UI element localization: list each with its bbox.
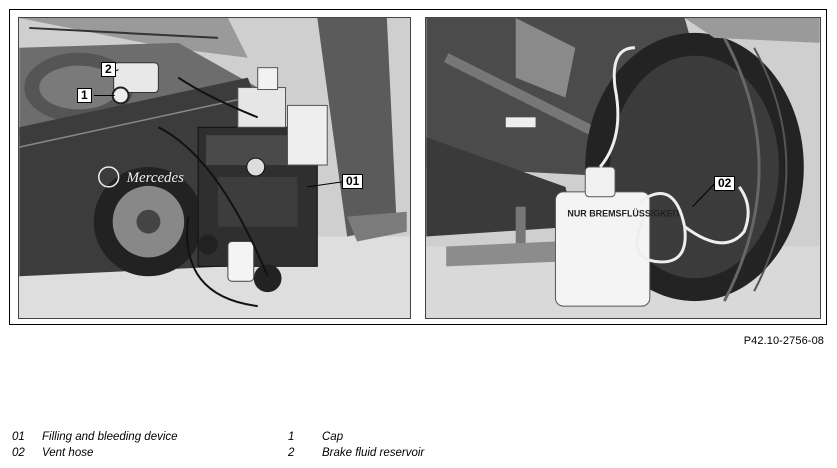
legend: [12, 431, 812, 463]
legend-text: Vent hose: [42, 447, 94, 459]
brand-text: Mercedes: [126, 169, 184, 186]
callout-1: 1: [77, 88, 92, 103]
wheel-bleeding-illustration: [426, 18, 820, 318]
callout-2: 2: [101, 62, 116, 77]
photo-engine-bay: [18, 17, 411, 319]
legend-text: Cap: [322, 431, 344, 443]
legend-row: [12, 431, 812, 447]
figure-id: P42.10-2756-08: [743, 335, 824, 347]
legend-code: 01: [12, 431, 25, 443]
legend-code: 02: [12, 447, 25, 459]
legend-row: [12, 447, 812, 463]
legend-text: Filling and bleeding device: [42, 431, 178, 443]
photo-wheel-bleeding: [425, 17, 821, 319]
legend-text: Brake fluid reservoir: [322, 447, 425, 459]
bottle-label: NUR BREMSFLÜSSIGKEIT: [567, 208, 681, 219]
illustration-frame: [9, 9, 827, 325]
legend-code: 1: [288, 431, 295, 443]
legend-code: 2: [288, 447, 295, 459]
callout-02: 02: [714, 176, 735, 191]
callout-01: 01: [342, 174, 363, 189]
engine-bay-illustration: [19, 18, 410, 318]
